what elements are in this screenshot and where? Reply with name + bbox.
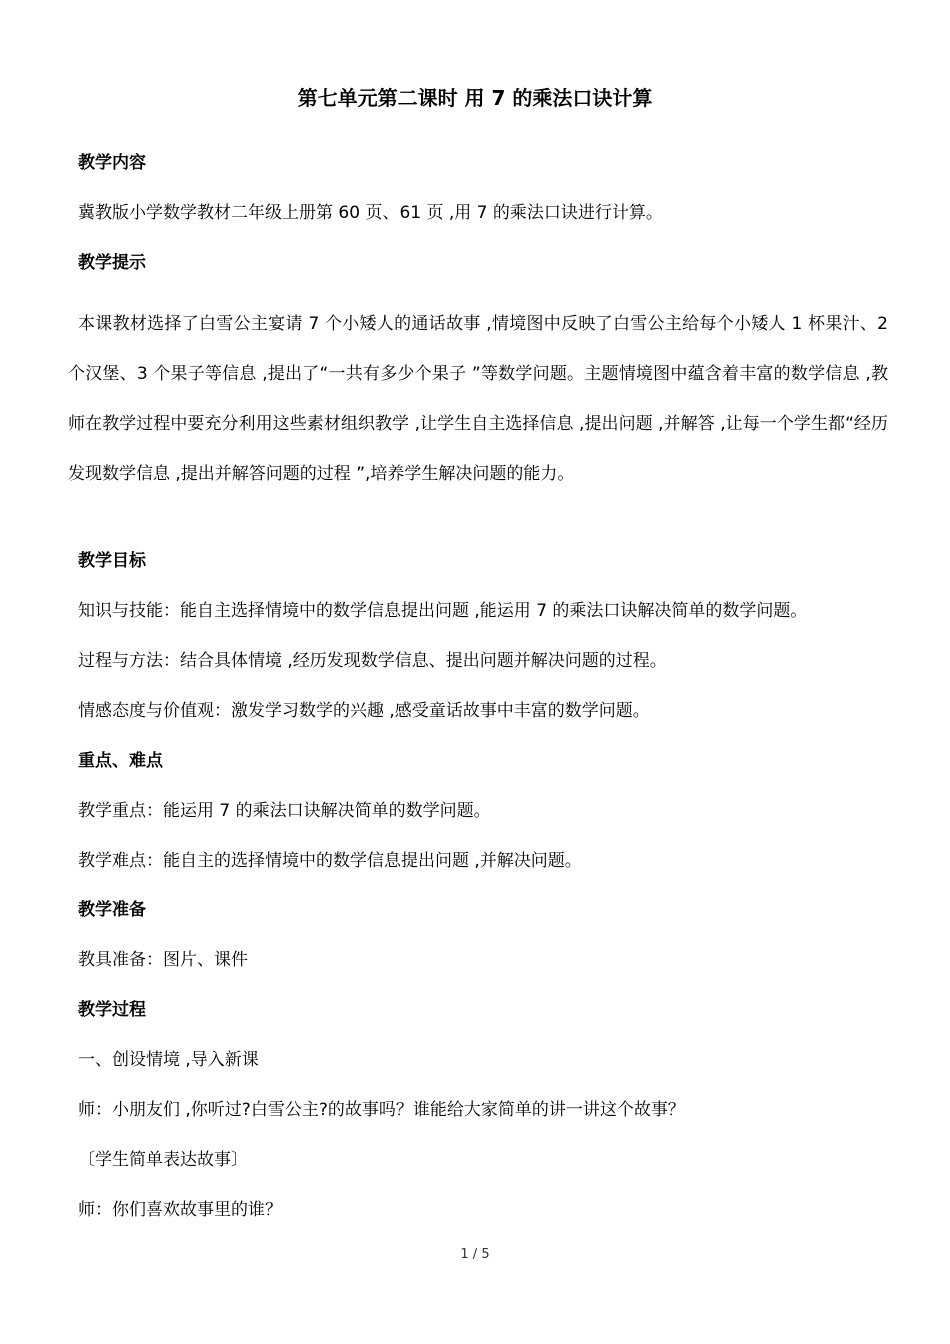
page-number: 1 / 5 bbox=[460, 1247, 490, 1262]
prep-text: 教具准备：图片、课件 bbox=[78, 950, 248, 970]
section-heading-content: 教学内容 bbox=[78, 153, 146, 173]
key-point: 教学重点：能运用 7 的乘法口诀解决简单的数学问题。 bbox=[78, 801, 491, 821]
process-step-1: 一、创设情境 ,导入新课 bbox=[78, 1050, 259, 1070]
section-heading-hint: 教学提示 bbox=[78, 253, 146, 273]
process-teacher-question-2: 师：你们喜欢故事里的谁？ bbox=[78, 1200, 282, 1220]
hint-paragraph: 本课教材选择了白雪公主宴请 7 个小矮人的通话故事 ,情境图中反映了白雪公主给每个小矮人 1 杯果汁、2 个汉堡、3 个果子等信息 ,提出了“一共有多少个果子 ”等数学问题。主题情境图中蕴含着丰富的数学信息 ,教师在教学过程中要充分利用这些素材组织教学 ,让学生自主选择信息 ,提出问题 ,并解答 ,让每一个学生都“经历发现数学信息 ,提出并解答问题的过程 ”,培养学生解决问题的能力。 bbox=[68, 314, 888, 484]
content-text: 冀教版小学数学教材二年级上册第 60 页、61 页 ,用 7 的乘法口诀进行计算。 bbox=[78, 203, 663, 223]
goal-process: 过程与方法：结合具体情境 ,经历发现数学信息、提出问题并解决问题的过程。 bbox=[78, 651, 667, 671]
process-student-action: 〔学生简单表达故事〕 bbox=[78, 1150, 248, 1170]
difficult-point: 教学难点：能自主的选择情境中的数学信息提出问题 ,并解决问题。 bbox=[78, 851, 582, 871]
document-title: 第七单元第二课时 用 7 的乘法口诀计算 bbox=[297, 86, 653, 110]
section-heading-key: 重点、难点 bbox=[78, 751, 163, 771]
section-heading-process: 教学过程 bbox=[78, 1000, 146, 1020]
process-teacher-question: 师：小朋友们 ,你听过?白雪公主?的故事吗？谁能给大家简单的讲一讲这个故事？ bbox=[78, 1100, 685, 1120]
goal-knowledge: 知识与技能：能自主选择情境中的数学信息提出问题 ,能运用 7 的乘法口诀解决简单的数学问题。 bbox=[78, 601, 808, 621]
section-heading-goal: 教学目标 bbox=[78, 551, 146, 571]
section-heading-prep: 教学准备 bbox=[78, 900, 146, 920]
goal-attitude: 情感态度与价值观：激发学习数学的兴趣 ,感受童话故事中丰富的数学问题。 bbox=[78, 701, 650, 721]
